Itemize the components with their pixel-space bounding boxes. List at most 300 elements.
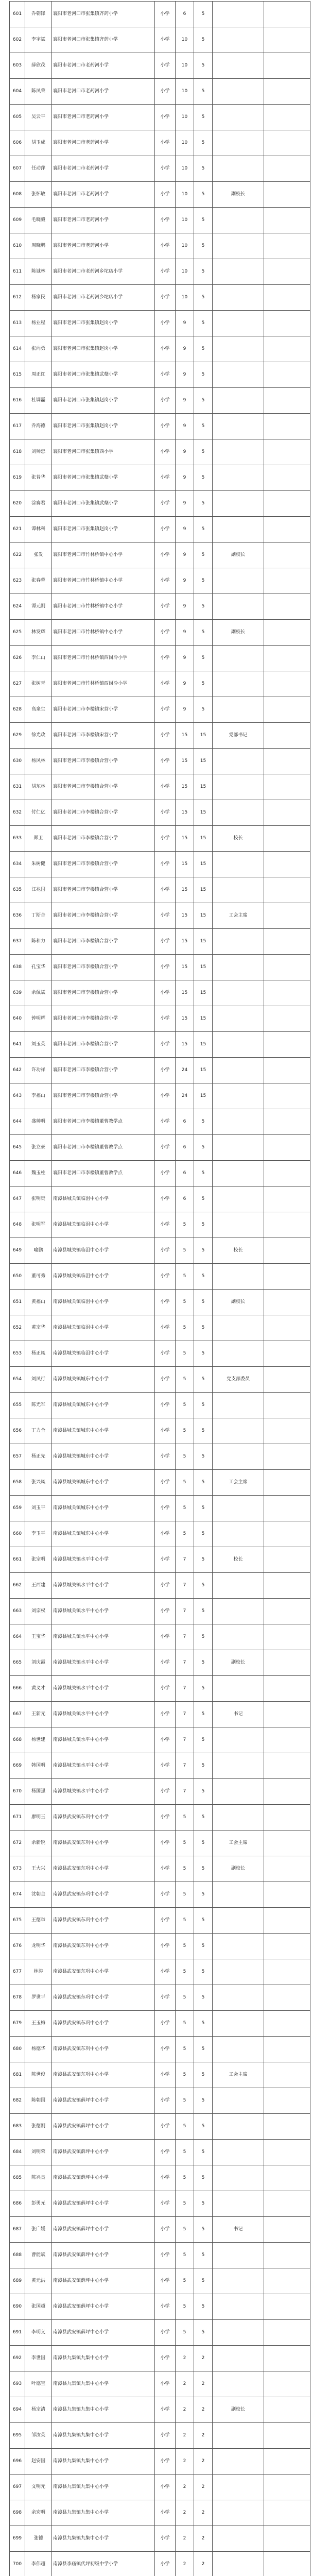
name-cell: 陈世俊 [25,2062,52,2088]
name-cell: 张向勇 [25,336,52,362]
level-cell: 小学 [155,1083,176,1109]
school-cell: 南漳县九集镇九集中心小学 [52,2500,155,2526]
level-cell: 小学 [155,2037,176,2062]
row-number-cell: 642 [10,1058,25,1083]
row-number-cell: 680 [10,2037,25,2062]
table-row [10,2,310,27]
school-cell: 南漳县城关镇临沮中心小学 [52,1238,155,1264]
count-cell: 5 [194,620,213,646]
level-cell: 小学 [155,774,176,800]
table-row [10,439,310,465]
count-cell: 5 [194,2165,213,2191]
remarks-cell [264,1264,310,1290]
remarks-cell [264,1521,310,1547]
position-cell [213,1032,264,1058]
row-number-cell: 673 [10,1856,25,1882]
table-row [10,1264,310,1290]
school-cell: 襄阳市老河口市张集镇赵岗小学 [52,311,155,336]
school-cell: 襄阳市老河口市张集镇赵岗小学 [52,517,155,543]
position-cell [213,2243,264,2268]
name-cell: 周正红 [25,362,52,388]
position-cell [213,1934,264,1959]
school-cell: 襄阳市老河口市张集镇赵岗小学 [52,336,155,362]
count-cell: 2 [194,2475,213,2500]
remarks-cell [264,2088,310,2114]
remarks-cell [264,388,310,414]
table-row [10,2165,310,2191]
name-cell: 陈光军 [25,1393,52,1418]
school-cell: 襄阳市老河口市竹林桥镇西岗冷小学 [52,671,155,697]
row-number-cell: 644 [10,1109,25,1135]
position-cell [213,2552,264,2576]
years-cell: 9 [176,517,194,543]
school-cell: 南漳县城关镇水平中心小学 [52,1779,155,1805]
school-cell: 南漳县城关镇城东中心小学 [52,1521,155,1547]
position-cell [213,1418,264,1444]
years-cell: 5 [176,2320,194,2346]
row-number-cell: 679 [10,2011,25,2037]
remarks-cell [264,2294,310,2320]
years-cell: 9 [176,311,194,336]
count-cell: 15 [194,877,213,903]
count-cell: 2 [194,2423,213,2449]
years-cell: 5 [176,1496,194,1521]
count-cell: 5 [194,1187,213,1212]
remarks-cell [264,2268,310,2294]
school-cell: 襄阳市老河口市老药河小学 [52,208,155,233]
table-row [10,1083,310,1109]
remarks-cell [264,1109,310,1135]
name-cell: 杨世建 [25,1727,52,1753]
years-cell: 10 [176,182,194,208]
position-cell [213,1135,264,1161]
position-cell [213,1212,264,1238]
name-cell: 吴云平 [25,105,52,130]
name-cell: 张德 [25,2526,52,2552]
years-cell: 5 [176,1212,194,1238]
row-number-cell: 613 [10,311,25,336]
school-cell: 南漳县武安镇薛坪中心小学 [52,2088,155,2114]
level-cell: 小学 [155,388,176,414]
position-cell [213,1573,264,1599]
document-page [4,0,308,2576]
years-cell: 15 [176,1032,194,1058]
table-row [10,208,310,233]
position-cell: 副校长 [213,1856,264,1882]
remarks-cell [264,852,310,877]
level-cell: 小学 [155,1290,176,1315]
name-cell: 王玉梅 [25,2011,52,2037]
name-cell: 乔海德 [25,414,52,439]
level-cell: 小学 [155,465,176,491]
table-row [10,2320,310,2346]
table-row [10,826,310,852]
position-cell: 书记 [213,2217,264,2243]
row-number-cell: 620 [10,491,25,517]
table-row [10,1856,310,1882]
table-row [10,1367,310,1393]
level-cell: 小学 [155,1135,176,1161]
table-row [10,2371,310,2397]
school-cell: 襄阳市老河口市老药河小学 [52,79,155,105]
years-cell: 5 [176,1882,194,1908]
remarks-cell [264,826,310,852]
table-row [10,233,310,259]
count-cell: 5 [194,2243,213,2268]
name-cell: 董可秀 [25,1264,52,1290]
name-cell: 王大兴 [25,1856,52,1882]
name-cell: 杨德华 [25,2037,52,2062]
years-cell: 5 [176,1393,194,1418]
table-row [10,182,310,208]
table-row [10,1238,310,1264]
school-cell: 襄阳市老河口市李楼镇合营小学 [52,903,155,929]
position-cell [213,130,264,156]
row-number-cell: 610 [10,233,25,259]
position-cell: 副校长 [213,1290,264,1315]
row-number-cell: 692 [10,2346,25,2371]
level-cell: 小学 [155,1882,176,1908]
level-cell: 小学 [155,1367,176,1393]
count-cell: 5 [194,1264,213,1290]
school-cell: 襄阳市老河口市张集镇武蘖小学 [52,465,155,491]
remarks-cell [264,671,310,697]
years-cell: 2 [176,2552,194,2576]
remarks-cell [264,929,310,955]
level-cell: 小学 [155,955,176,980]
school-cell: 南漳县城关镇临沮中心小学 [52,1315,155,1341]
table-row [10,1006,310,1032]
school-cell: 襄阳市老河口市竹林桥镇中心小学 [52,620,155,646]
table-row [10,2243,310,2268]
remarks-cell [264,2114,310,2140]
name-cell: 黄义才 [25,1676,52,1702]
table-row [10,2037,310,2062]
name-cell: 杨国强 [25,1779,52,1805]
table-row [10,2088,310,2114]
years-cell: 5 [176,1805,194,1831]
row-number-cell: 632 [10,800,25,826]
position-cell [213,27,264,53]
count-cell: 5 [194,1341,213,1367]
count-cell: 15 [194,903,213,929]
school-cell: 襄阳市老河口市李楼镇宋营小学 [52,697,155,723]
teacher-table-body [10,2,310,2576]
level-cell: 小学 [155,1238,176,1264]
school-cell: 南漳县九集镇九集中心小学 [52,2475,155,2500]
school-cell: 襄阳市老河口市竹林桥镇中心小学 [52,543,155,568]
school-cell: 南漳县城关镇水平中心小学 [52,1753,155,1779]
row-number-cell: 603 [10,53,25,79]
count-cell: 5 [194,2217,213,2243]
row-number-cell: 687 [10,2217,25,2243]
name-cell: 杨业程 [25,311,52,336]
position-cell [213,1676,264,1702]
position-cell [213,2037,264,2062]
table-row [10,955,310,980]
years-cell: 5 [176,2114,194,2140]
remarks-cell [264,1908,310,1934]
row-number-cell: 664 [10,1624,25,1650]
remarks-cell [264,1650,310,1676]
years-cell: 7 [176,1727,194,1753]
years-cell: 5 [176,2217,194,2243]
level-cell: 小学 [155,2346,176,2371]
name-cell: 黄福山 [25,1290,52,1315]
table-row [10,362,310,388]
name-cell: 张普华 [25,465,52,491]
row-number-cell: 647 [10,1187,25,1212]
name-cell: 张国超 [25,2294,52,2320]
level-cell: 小学 [155,1032,176,1058]
position-cell: 党支部委员 [213,1367,264,1393]
years-cell: 5 [176,1290,194,1315]
row-number-cell: 690 [10,2294,25,2320]
table-row [10,1959,310,1985]
table-row [10,1212,310,1238]
count-cell: 5 [194,182,213,208]
remarks-cell [264,1238,310,1264]
years-cell: 15 [176,800,194,826]
remarks-cell [264,2371,310,2397]
school-cell: 襄阳市老河口市李楼镇合营小学 [52,1006,155,1032]
position-cell [213,1161,264,1187]
position-cell: 校长 [213,1547,264,1573]
count-cell: 5 [194,2140,213,2165]
name-cell: 盛帅明 [25,1109,52,1135]
name-cell: 胡玉成 [25,130,52,156]
remarks-cell [264,1006,310,1032]
school-cell: 南漳县武安镇东巩中心小学 [52,1856,155,1882]
level-cell: 小学 [155,311,176,336]
school-cell: 南漳县武安镇东巩中心小学 [52,1934,155,1959]
level-cell: 小学 [155,1109,176,1135]
position-cell [213,1753,264,1779]
row-number-cell: 604 [10,79,25,105]
name-cell: 余佩斌 [25,980,52,1006]
count-cell: 5 [194,259,213,285]
school-cell: 南漳县城关镇水平中心小学 [52,1573,155,1599]
count-cell: 5 [194,465,213,491]
remarks-cell [264,774,310,800]
table-row [10,1058,310,1083]
row-number-cell: 660 [10,1521,25,1547]
years-cell: 5 [176,2191,194,2217]
position-cell: 工会主席 [213,1470,264,1496]
years-cell: 15 [176,877,194,903]
row-number-cell: 627 [10,671,25,697]
level-cell: 小学 [155,130,176,156]
row-number-cell: 649 [10,1238,25,1264]
remarks-cell [264,980,310,1006]
years-cell: 10 [176,259,194,285]
name-cell: 魏玉柱 [25,1161,52,1187]
position-cell [213,774,264,800]
position-cell [213,594,264,620]
row-number-cell: 668 [10,1727,25,1753]
school-cell: 南漳县城关镇临沮中心小学 [52,1212,155,1238]
position-cell [213,1727,264,1753]
row-number-cell: 634 [10,852,25,877]
remarks-cell [264,1315,310,1341]
years-cell: 7 [176,1676,194,1702]
count-cell: 5 [194,1315,213,1341]
count-cell: 5 [194,697,213,723]
count-cell: 15 [194,929,213,955]
row-number-cell: 674 [10,1882,25,1908]
table-row [10,2062,310,2088]
remarks-cell [264,800,310,826]
level-cell: 小学 [155,749,176,774]
count-cell: 2 [194,2500,213,2526]
level-cell: 小学 [155,53,176,79]
years-cell: 5 [176,2268,194,2294]
table-row [10,1831,310,1856]
name-cell: 朱树健 [25,852,52,877]
level-cell: 小学 [155,1856,176,1882]
count-cell: 5 [194,362,213,388]
years-cell: 24 [176,1058,194,1083]
row-number-cell: 616 [10,388,25,414]
count-cell: 2 [194,2371,213,2397]
count-cell: 5 [194,1959,213,1985]
years-cell: 7 [176,1573,194,1599]
row-number-cell: 699 [10,2526,25,2552]
remarks-cell [264,53,310,79]
name-cell: 张怀敏 [25,182,52,208]
years-cell: 9 [176,491,194,517]
count-cell: 5 [194,2268,213,2294]
row-number-cell: 684 [10,2140,25,2165]
name-cell: 李仁山 [25,646,52,671]
count-cell: 5 [194,517,213,543]
level-cell: 小学 [155,1393,176,1418]
level-cell: 小学 [155,2268,176,2294]
count-cell: 5 [194,1212,213,1238]
level-cell: 小学 [155,1315,176,1341]
name-cell: 江兆国 [25,877,52,903]
count-cell: 5 [194,1418,213,1444]
remarks-cell [264,130,310,156]
position-cell [213,208,264,233]
table-row [10,1470,310,1496]
remarks-cell [264,646,310,671]
count-cell: 5 [194,285,213,311]
row-number-cell: 665 [10,1650,25,1676]
table-row [10,491,310,517]
count-cell: 15 [194,723,213,749]
row-number-cell: 625 [10,620,25,646]
table-row [10,1573,310,1599]
years-cell: 15 [176,852,194,877]
row-number-cell: 645 [10,1135,25,1161]
level-cell: 小学 [155,1573,176,1599]
remarks-cell [264,1985,310,2011]
remarks-cell [264,723,310,749]
position-cell [213,2526,264,2552]
level-cell: 小学 [155,2088,176,2114]
position-cell [213,414,264,439]
table-row [10,336,310,362]
row-number-cell: 640 [10,1006,25,1032]
position-cell [213,2088,264,2114]
position-cell [213,929,264,955]
level-cell: 小学 [155,336,176,362]
level-cell: 小学 [155,1161,176,1187]
count-cell: 5 [194,1109,213,1135]
position-cell [213,2191,264,2217]
level-cell: 小学 [155,852,176,877]
name-cell: 李伟超 [25,2552,52,2576]
name-cell: 李玉平 [25,1521,52,1547]
row-number-cell: 677 [10,1959,25,1985]
position-cell [213,955,264,980]
position-cell [213,2320,264,2346]
row-number-cell: 602 [10,27,25,53]
name-cell: 李世国 [25,2346,52,2371]
school-cell: 南漳县城关镇水平中心小学 [52,1702,155,1727]
row-number-cell: 630 [10,749,25,774]
count-cell: 15 [194,1058,213,1083]
table-row [10,1650,310,1676]
table-row [10,1521,310,1547]
remarks-cell [264,517,310,543]
years-cell: 10 [176,27,194,53]
table-row [10,2140,310,2165]
remarks-cell [264,1934,310,1959]
row-number-cell: 621 [10,517,25,543]
position-cell [213,2500,264,2526]
row-number-cell: 638 [10,955,25,980]
level-cell: 小学 [155,1006,176,1032]
count-cell: 5 [194,2320,213,2346]
teacher-table [9,1,310,2576]
position-cell [213,1393,264,1418]
count-cell: 5 [194,2191,213,2217]
school-cell: 襄阳市老河口市老药河小学 [52,130,155,156]
name-cell: 彭勇元 [25,2191,52,2217]
school-cell: 襄阳市老河口市李楼镇合营小学 [52,1032,155,1058]
school-cell: 南漳县城关镇城东中心小学 [52,1470,155,1496]
remarks-cell [264,1470,310,1496]
count-cell: 5 [194,1676,213,1702]
years-cell: 10 [176,105,194,130]
name-cell: 张兴凤 [25,1470,52,1496]
remarks-cell [264,1753,310,1779]
table-row [10,1779,310,1805]
table-row [10,1727,310,1753]
table-row [10,852,310,877]
table-row [10,388,310,414]
table-row [10,156,310,182]
years-cell: 24 [176,1083,194,1109]
name-cell: 孔宝华 [25,955,52,980]
remarks-cell [264,362,310,388]
table-row [10,285,310,311]
row-number-cell: 650 [10,1264,25,1290]
years-cell: 2 [176,2346,194,2371]
position-cell [213,1264,264,1290]
level-cell: 小学 [155,2165,176,2191]
name-cell: 高泉生 [25,697,52,723]
level-cell: 小学 [155,156,176,182]
count-cell: 5 [194,2062,213,2088]
row-number-cell: 691 [10,2320,25,2346]
name-cell: 刘凤行 [25,1367,52,1393]
school-cell: 襄阳市老河口市李楼镇董曹教学点 [52,1135,155,1161]
row-number-cell: 628 [10,697,25,723]
school-cell: 襄阳市老河口市李楼镇合营小学 [52,749,155,774]
